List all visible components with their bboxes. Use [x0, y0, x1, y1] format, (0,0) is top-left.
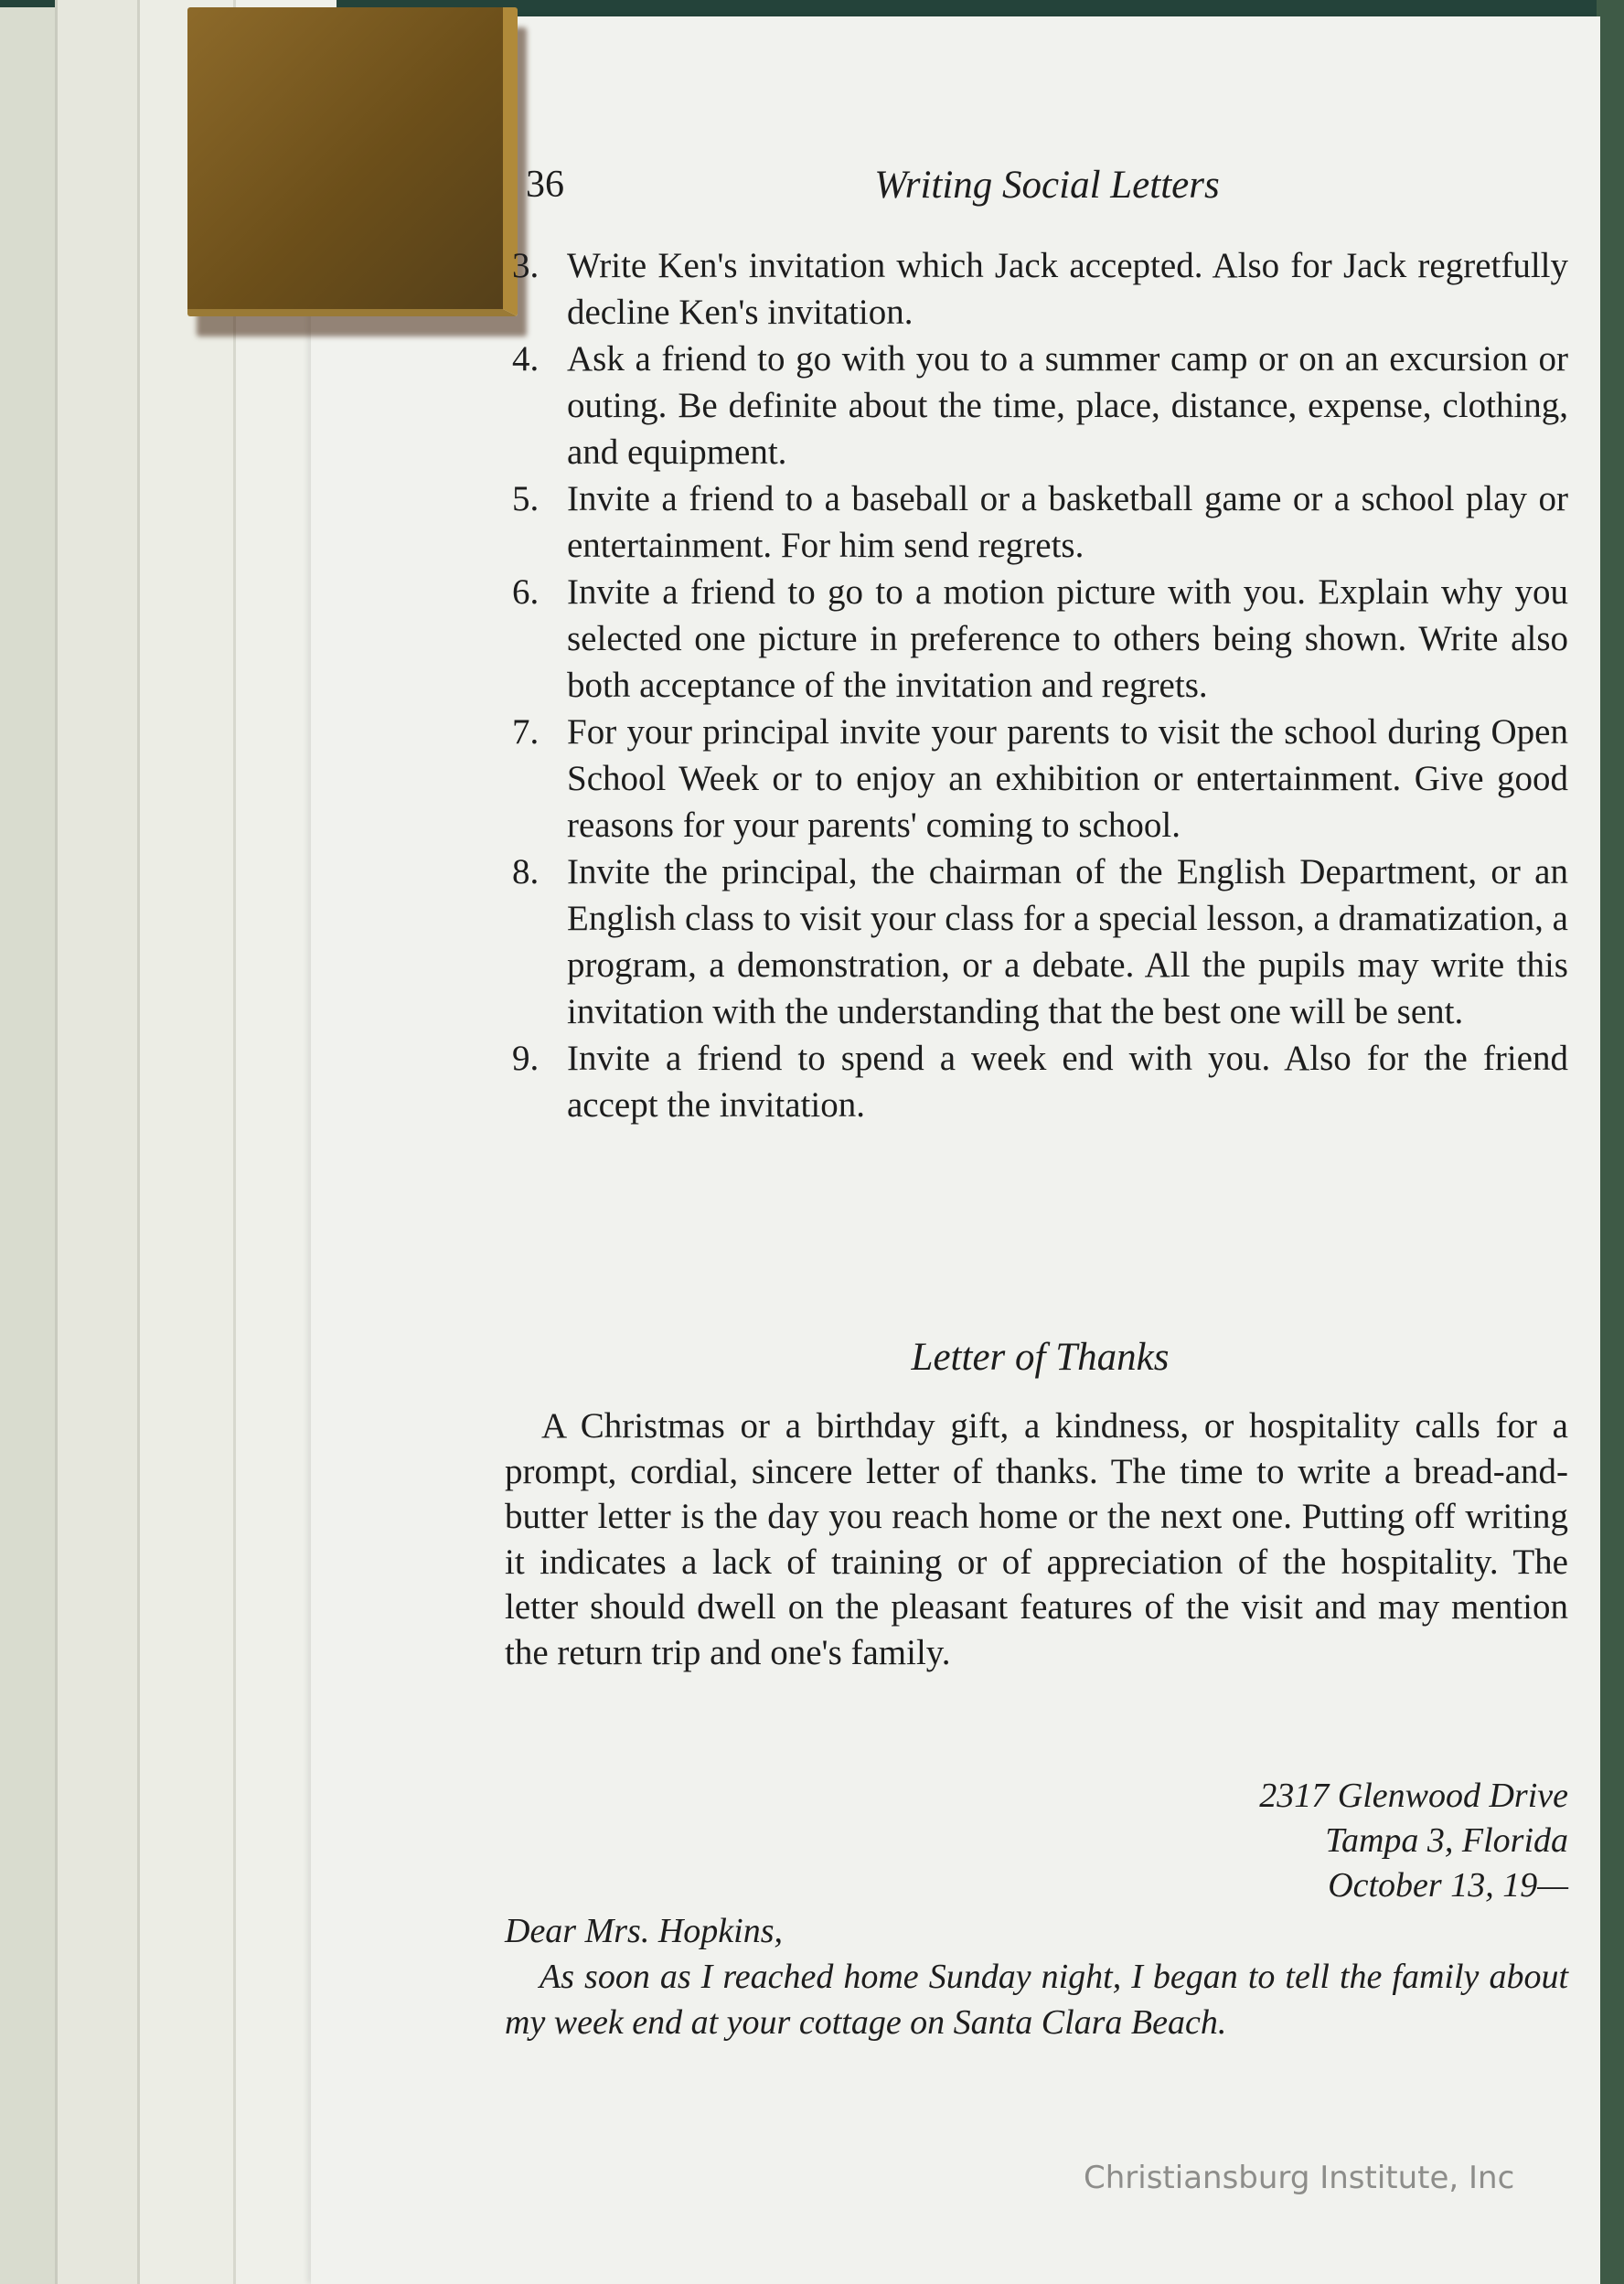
address-line: 2317 Glenwood Drive — [1259, 1777, 1568, 1815]
section-paragraph: A Christmas or a birthday gift, a kindness, or hospitality calls for a prompt, cordial, sincere letter of thanks. The time to write a bread-and-butter letter is the day you reach home or the next one. Putting off writing it indicates a lack of training or of appreciation of the hospitality. The letter should dwell on the pleasant features of the visit and may mention the return trip and one's family. — [505, 1406, 1568, 1672]
exercise-item — [512, 709, 1568, 848]
exercise-number: 7. — [512, 712, 540, 752]
book-cover-edge — [1597, 0, 1624, 2284]
running-title: Writing Social Letters — [874, 164, 1220, 207]
letter-body: As soon as I reached home Sunday night, I began to tell the family about my week end at your cottage on Santa Clara Beach. — [505, 1958, 1568, 2042]
exercise-list — [512, 242, 1568, 1128]
letter-date: October 13, 19— — [1328, 1866, 1568, 1905]
watermark: Christiansburg Institute, Inc — [1084, 2160, 1515, 2196]
section-heading: Letter of Thanks — [911, 1336, 1170, 1379]
exercise-number: 9. — [512, 1039, 540, 1078]
exercise-number: 8. — [512, 852, 540, 891]
letter-heading — [1006, 1774, 1568, 1908]
exercise-number: 6. — [512, 572, 540, 612]
page-clip-tab — [187, 7, 518, 316]
exercise-item — [512, 475, 1568, 569]
address-line: Tampa 3, Florida — [1325, 1821, 1568, 1860]
exercise-item — [512, 848, 1568, 1035]
exercise-item — [512, 336, 1568, 475]
exercise-number: 4. — [512, 339, 540, 379]
page-header — [526, 155, 1568, 219]
exercise-text: Invite a friend to go to a motion picture with you. Explain why you selected one picture in preference to others being shown. Write also both acceptance of the invitation and regrets. — [567, 572, 1568, 705]
exercise-text: Invite a friend to spend a week end with you. Also for the friend accept the invitation. — [567, 1039, 1568, 1125]
exercise-text: For your principal invite your parents to visit the school during Open School Week or to enjoy an exhibition or entertainment. Give good reasons for your parents' coming to school. — [567, 712, 1568, 845]
exercise-text: Ask a friend to go with you to a summer camp or on an excursion or outing. Be definite about the time, place, distance, expense, clothing, and equipment. — [567, 339, 1568, 472]
page-number: 36 — [526, 164, 564, 206]
exercise-text: Invite the principal, the chairman of the English Department, or an English class to visit your class for a special lesson, a dramatization, a program, a demonstration, or a debate. All the pupils may write this invitation with the understanding that the best one will be sent. — [567, 852, 1568, 1031]
exercise-text: Write Ken's invitation which Jack accepted. Also for Jack regretfully decline Ken's invitation. — [567, 246, 1568, 332]
exercise-item — [512, 242, 1568, 336]
exercise-item — [512, 1035, 1568, 1128]
letter-salutation: Dear Mrs. Hopkins, — [505, 1912, 783, 1950]
exercise-text: Invite a friend to a baseball or a basketball game or a school play or entertainment. For him send regrets. — [567, 479, 1568, 565]
exercise-number: 3. — [512, 246, 540, 285]
exercise-item — [512, 569, 1568, 709]
exercise-number: 5. — [512, 479, 540, 518]
